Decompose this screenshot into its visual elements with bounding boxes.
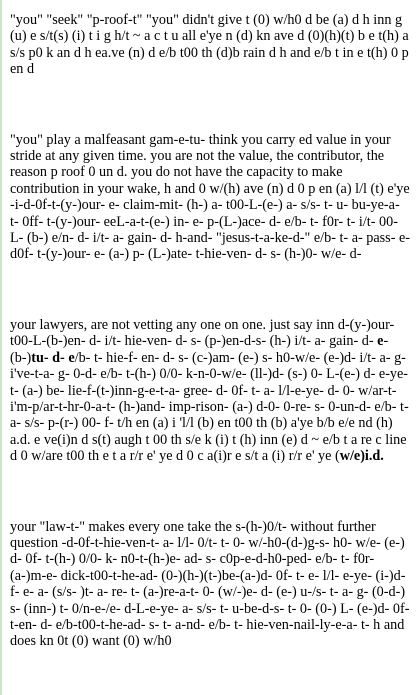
paragraph-text: your "law-t-" makes every one take the s-(h-)0/t- without further question -d-0f-t-hie-ven-t- a- l/l- 0/t- t- 0- w/-h0-(d-)g-s- h0- w/e- (e-) d- 0f- t-(h-) 0/0- k- n0-t-(h-)e- ad- s- c0p-e-d-h0-ped- e/b- t- f0r-(a-)m-e- dick-t00-t-he-ad- (0-)(h-)(t-)be-(a-)d- 0f- t- e- l/l- e-ye- (i-)d- f- e- a- (s/s- )t- a- re- t- (a-)re-a-t- 0- (w/-)e- d- (e-) u-/s- t- a- g- (0-d-) s- (inn-) t- 0/n-e-/e- d-L-e-ye- a- s/s- t- u-be-d-s- t- 0- (0-) L- (e-)d- 0f-t-en- d- e/b-t00-t-he-ad- s- t- a-nd- e/b- t- hie-ven-nail-ly-e-a- t- h and does kn 0t (0) want (0) w/h0	[10, 518, 410, 650]
document-body	[10, 12, 410, 650]
paragraph-text: -(b-)	[10, 333, 389, 366]
bold-text: w/e)i.d.	[339, 448, 384, 465]
paragraph-2	[10, 132, 410, 263]
paragraph-text: "you" "seek" "p-roof-t" "you" didn't give t (0) w/h0 d be (a) d h inn g (u) e s/t(s) (i) t i g h/t ~ a c t u all e'ye n (d) kn ave d (0)(h)(t) b e t(h) a s/s p0 k an d h ea.ve (n) d e/b t00 th (d)b rain d h and e/b t in e t(h) 0 p en d	[10, 12, 409, 78]
paragraph-spacer	[10, 465, 410, 519]
paragraph-spacer	[10, 263, 410, 317]
paragraph-spacer	[10, 78, 410, 132]
paragraph-3	[10, 317, 410, 465]
paragraph-text: /b- t- hie-f- en- d- s- (c-)am- (e-) s- h0-w/e- (e-)d- i/t- a- g-i've-t-a- g- 0-d- e/b- t-(h-) 0/0- k-n-0-w/e- (ll-)d- (s-) 0- L-(e-) d- e-ye-t- (a-) be- lie-f-(t-)inn-g-e-t-a- gree- d- 0f- t- a- l/l-e-ye- d- 0- w/ar-t- i'm-p/ar-t-hr-0-a-t- (h-)and- imp-rison- (a-) d-0- 0-re- s- 0-un-d- e/b- t- a- s/s- p-(r-) 00- f- t/h en (a) i 'l/l (b) en t00 th (b) a'ye b/b e/e nd (h) a.d. e ve(i)n d s(t) augh t 00 th s/e k (i) t (h) inn (e) d ~ e/b t a re c line d 0 w/are t00 th e t a r/r e' ye d 0 c a(i)r e s/t a (i) r/r e' ye (	[10, 349, 409, 465]
bold-text: tu- d- e	[31, 349, 75, 366]
paragraph-text: your lawyers, are not vetting any one on one. just say inn d-(y-)our-t00-L-(b-)en- d- i/t- hie-ven- d- s- (p-)en-d-s- (h-) i/t- a- gain- d-	[10, 316, 395, 350]
paragraph-1	[10, 12, 410, 78]
paragraph-4	[10, 519, 410, 650]
paragraph-text: "you" play a malfeasant gam-e-tu- think you carry ed value in your stride at any given time. you are not the value, the contributor, the reason p roof 0 un d. you do not have the capacity to make contribution in your wake, h and 0 w/(h) ave (n) d 0 p en (a) l/l (t) e'ye -i-d-0f-t-(y-)our- e- claim-mit- (h-) a- t00-L-(e-) a- s/s- t- u- bu-ye-a- t- 0ff- t-(y-)our- eeL-a-t-(e-) in- e- p-(L-)ace- d- e/b- t- f0r- t- i/t- 00- L- (b-) e/n- d- i/t- a- gain- d- h-and- "jesus-t-a-ke-d-" e/b- t- a- pass- e- d0f- t-(y-)our- e- (a-) p- (L-)ate- t-hie-ven- d- s- (h-)0- w/e- d-	[10, 131, 410, 263]
bold-text: e	[377, 333, 384, 350]
